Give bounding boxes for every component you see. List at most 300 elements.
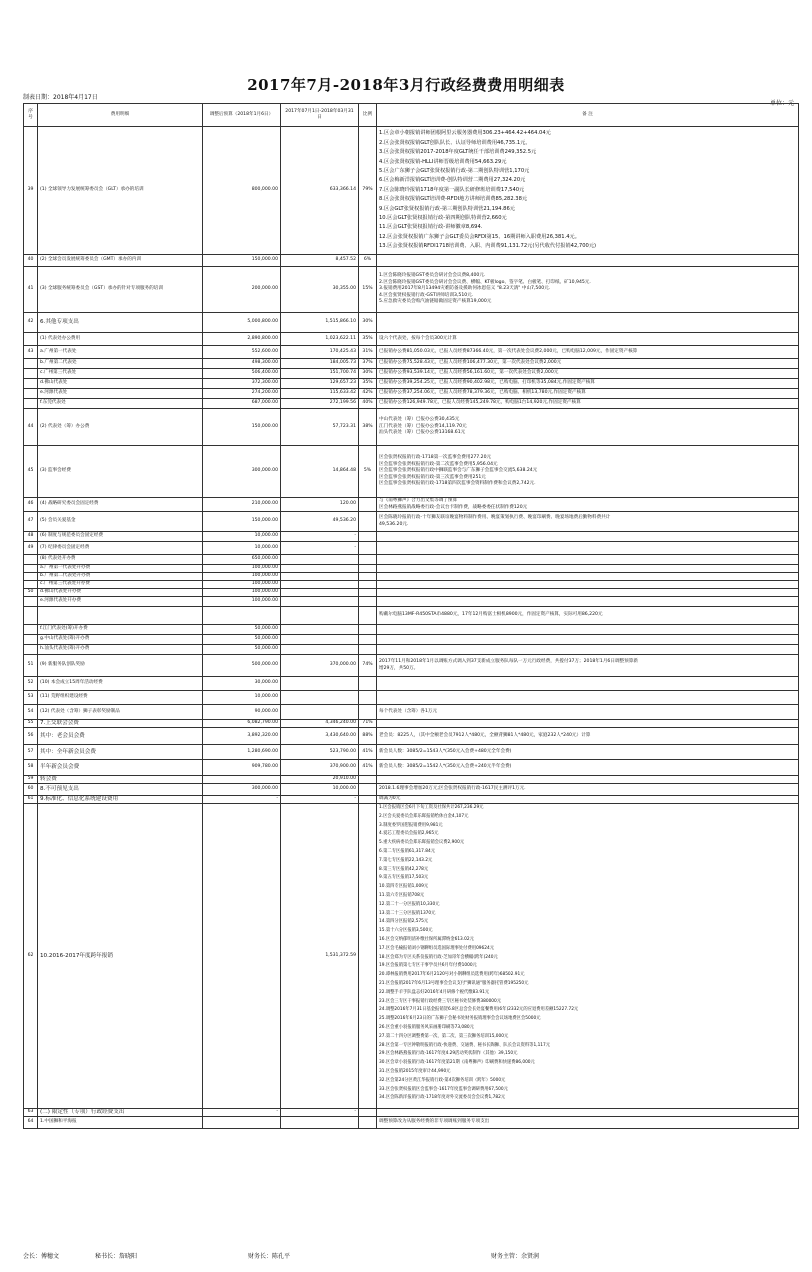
row-note bbox=[377, 804, 799, 1109]
row-budget: - bbox=[203, 1109, 281, 1117]
row-actual: 151,700.74 bbox=[281, 369, 359, 379]
row-note bbox=[377, 255, 799, 267]
table-row bbox=[24, 804, 799, 1109]
note-line: 1.区会章小朝报销讲师团根阿里云服务器费用306.23+464.42+464.04元 bbox=[379, 130, 551, 137]
row-number bbox=[24, 359, 38, 369]
row-number bbox=[24, 645, 38, 655]
row-actual bbox=[281, 691, 359, 705]
row-item: f.江门代表处(筹)开办费 bbox=[38, 625, 203, 635]
row-note bbox=[377, 389, 799, 399]
table-row bbox=[24, 379, 799, 389]
row-actual: 57,723.31 bbox=[281, 409, 359, 446]
note-line: 31.区会报销2015年度审计44,990元 bbox=[379, 1068, 451, 1074]
row-number: 47 bbox=[24, 512, 38, 532]
row-ratio: 74% bbox=[359, 655, 377, 677]
note-line: 调减为0元 bbox=[379, 796, 401, 802]
row-note bbox=[377, 784, 799, 796]
table-row bbox=[24, 532, 799, 542]
note-line: 27.第二十四分区调整费第一次、第二次、第三次狮务培训15,000元 bbox=[379, 1033, 509, 1039]
row-item: 1.中国狮和平海报 bbox=[38, 1117, 203, 1129]
header-no: 序号 bbox=[24, 104, 38, 127]
note-line: 11.区会GLT张贤权报销行政-讲师徽章8,694. bbox=[379, 224, 483, 231]
note-line: 区会陈晓玲报销行政-十年狮友联谊晚宴物料制作费用、晚宴策划执行费、晚宴印刷费、晚宴场地费后勤物料费共计 bbox=[379, 515, 611, 520]
row-note bbox=[377, 705, 799, 720]
signature-footer bbox=[23, 1251, 798, 1261]
row-note bbox=[377, 542, 799, 555]
row-number: 48 bbox=[24, 532, 38, 542]
header-budget: 调整后预算（2018年1月6日） bbox=[203, 104, 281, 127]
table-row bbox=[24, 597, 799, 607]
row-budget: 100,000.00 bbox=[203, 589, 281, 597]
row-note bbox=[377, 691, 799, 705]
row-note bbox=[377, 796, 799, 804]
note-line: 29.区会林路燕报销行政-1617年度4.29活动奖状制作（其他）39,150元 bbox=[379, 1051, 518, 1057]
note-line: 17.区会毛榆报销刘小钢聊组员选国际理事处付费用09624元 bbox=[379, 945, 495, 951]
note-line: 已报销办公费39,254.25元，已报人员经费90,402.98元，已购电脑、打印机等35,084元,作固定资产核算 bbox=[379, 380, 595, 386]
row-note bbox=[377, 532, 799, 542]
row-ratio bbox=[359, 804, 377, 1109]
row-note bbox=[377, 655, 799, 677]
row-budget: 210,000.00 bbox=[203, 498, 281, 512]
row-budget bbox=[203, 776, 281, 784]
table-row bbox=[24, 389, 799, 399]
row-item: 其中：全年新会员会费 bbox=[38, 745, 203, 760]
row-budget: 150,000.00 bbox=[203, 255, 281, 267]
row-note bbox=[377, 625, 799, 635]
row-number: 61 bbox=[24, 796, 38, 804]
unit-label: 单位：元 bbox=[769, 100, 794, 107]
table-row bbox=[24, 720, 799, 728]
row-budget: 372,300.00 bbox=[203, 379, 281, 389]
row-item: 7.上交联会会费 bbox=[38, 720, 203, 728]
row-ratio: 31% bbox=[359, 346, 377, 359]
note-line: 6.第二专区报销61,317.84元 bbox=[379, 848, 436, 854]
row-item: (4) 战略研究委员会固定经费 bbox=[38, 498, 203, 512]
note-line: 江门代表处（筹）已报办公费14,119.70元 bbox=[379, 423, 467, 429]
row-note bbox=[377, 728, 799, 745]
note-line: 2.区会张贤权报销GLT创队队长、认证导师培训费用46,735.1元。 bbox=[379, 139, 531, 146]
row-note bbox=[377, 399, 799, 409]
note-line: 2.区会陈晓玲报销GST委员会研讨会会议费、横幅、KT板logo、签字笔、白板笔、打印纸、矿10,945元. bbox=[379, 279, 591, 285]
row-actual bbox=[281, 625, 359, 635]
page-title: 2017年7月-2018年3月行政经费费用明细表 bbox=[247, 76, 565, 94]
note-line: 4.区会张贤权报销-HLLI讲师晋级培训费用54,663.29元 bbox=[379, 158, 507, 165]
note-line: 已报销办公费75,528.43元，已报人员经费106,477.30元，第一次代表处会议费2,000元 bbox=[379, 360, 562, 366]
row-number: 56 bbox=[24, 728, 38, 745]
row-number: 55 bbox=[24, 720, 38, 728]
row-number bbox=[24, 399, 38, 409]
row-item: (7) 纪律委员会固定经费 bbox=[38, 542, 203, 555]
row-budget: 150,000.00 bbox=[203, 409, 281, 446]
row-ratio bbox=[359, 581, 377, 589]
row-ratio bbox=[359, 512, 377, 532]
table-row bbox=[24, 127, 799, 255]
row-item: 9.标准化、信息化系统建设费用 bbox=[38, 796, 203, 804]
row-item: (3) 全球服务统筹委员会（GST）承办的针对专项服务的培训 bbox=[38, 267, 203, 313]
row-number bbox=[24, 607, 38, 625]
note-line: 购戴尔电脑13MF-R450STA币4880元，17年12月购富士相机8900元，作固定资产核算，实际可用86,220元 bbox=[379, 612, 603, 618]
note-line: 区会监事会张贤权报销行政-1718第四次监事会资料制作费和会议费2,742元. bbox=[379, 481, 536, 487]
row-number: 54 bbox=[24, 705, 38, 720]
row-number: 41 bbox=[24, 267, 38, 313]
row-ratio bbox=[359, 532, 377, 542]
row-ratio bbox=[359, 597, 377, 607]
row-number: 62 bbox=[24, 804, 38, 1109]
row-note bbox=[377, 635, 799, 645]
row-budget: 90,000.00 bbox=[203, 705, 281, 720]
note-line: 新会员人数：3085/2=1542人*(350元入会费+240元半年会费) bbox=[379, 764, 512, 770]
row-ratio: 37% bbox=[359, 359, 377, 369]
row-number bbox=[24, 625, 38, 635]
note-line: 11.第六专区报销708元 bbox=[379, 892, 425, 898]
row-number: 53 bbox=[24, 691, 38, 705]
note-line: 区会林路燕报销战略委行政-会议台卡制作费，战略委委任状制作费120元 bbox=[379, 504, 528, 510]
note-line: 5.重大疾病委员会郑乐晖报销会议费2,900元 bbox=[379, 840, 465, 846]
row-ratio: 40% bbox=[359, 399, 377, 409]
row-ratio bbox=[359, 498, 377, 512]
row-item: 半年新会员会费 bbox=[38, 760, 203, 776]
table-row bbox=[24, 369, 799, 379]
row-ratio: 30% bbox=[359, 369, 377, 379]
note-line: 49,536.20元. bbox=[379, 521, 409, 527]
row-note bbox=[377, 267, 799, 313]
row-item: d.佛山代表处开办费 bbox=[38, 589, 203, 597]
row-actual: 49,536.20 bbox=[281, 512, 359, 532]
note-line: 已报销办公费37,254.06元，已报人员经费78,379.36元，已购电脑、相机13,780元,作固定资产核算 bbox=[379, 390, 586, 396]
note-line: 32.区会第24分区黄江华报销行政-第4次狮务培训（跨年）5000元 bbox=[379, 1077, 506, 1083]
row-actual bbox=[281, 607, 359, 625]
row-actual: 30,355.00 bbox=[281, 267, 359, 313]
row-actual bbox=[281, 635, 359, 645]
row-number bbox=[24, 635, 38, 645]
row-number bbox=[24, 573, 38, 581]
row-note bbox=[377, 745, 799, 760]
row-number: 64 bbox=[24, 1117, 38, 1129]
note-line: 3.区会张贤权报销2017-2018年度GLT统任干部培训费249,352.5元 bbox=[379, 149, 537, 156]
expense-table bbox=[23, 103, 799, 1129]
note-line: 汕头代表处（筹）已报办公费13168.61元 bbox=[379, 430, 466, 436]
note-line: 老会员：8225人，（其中全额老会员7912人*480元，全额背狮81人*480元，家庭232人*240元）计算 bbox=[379, 732, 591, 738]
row-budget: 6,082,790.00 bbox=[203, 720, 281, 728]
note-line: 5.应急救灾委员会购汽油链锯做固定资产核算19,000元 bbox=[379, 299, 492, 305]
row-actual: 370,900.00 bbox=[281, 760, 359, 776]
row-note bbox=[377, 581, 799, 589]
row-ratio: 5% bbox=[359, 446, 377, 498]
row-item: (3) 监事会经费 bbox=[38, 446, 203, 498]
note-line: 9.第五专区报销17,503元 bbox=[379, 875, 429, 881]
row-note bbox=[377, 555, 799, 565]
row-note bbox=[377, 1117, 799, 1129]
note-line: 16.区会交纳郁明清补缴社保所属滞纳金613.02元 bbox=[379, 936, 474, 942]
row-item: d.佛山代表处 bbox=[38, 379, 203, 389]
row-ratio: 41% bbox=[359, 745, 377, 760]
row-number: 59 bbox=[24, 776, 38, 784]
row-number: 40 bbox=[24, 255, 38, 267]
row-actual: 1,515,866.10 bbox=[281, 313, 359, 333]
note-line: 3.制度委罗国慰报销费用9,981元 bbox=[379, 822, 443, 828]
row-note bbox=[377, 313, 799, 333]
row-ratio: 35% bbox=[359, 333, 377, 346]
note-line: 20.谭林报销费用2017年6月2120号对小钢聊组员选费用(跨年)68502.91元 bbox=[379, 972, 525, 978]
table-row bbox=[24, 677, 799, 691]
row-ratio: 71% bbox=[359, 720, 377, 728]
note-line: 13.第二十三分区报销1370元 bbox=[379, 910, 436, 916]
row-note bbox=[377, 776, 799, 784]
row-note bbox=[377, 677, 799, 691]
table-header-row bbox=[24, 104, 799, 127]
note-line: 10.区会GLT张贤权报销行政-第四期创队特训营2,660元 bbox=[379, 215, 507, 222]
note-line: 已报销办公费81,050.03元，已报人员经费87366.40元，第一次代表处会议费2,000元，已购电脑12,009元，作固定资产核算 bbox=[379, 348, 638, 354]
row-actual: - bbox=[281, 532, 359, 542]
row-ratio bbox=[359, 645, 377, 655]
row-actual: 1,531,372.59 bbox=[281, 804, 359, 1109]
row-item: 其中：老会员会费 bbox=[38, 728, 203, 745]
row-ratio bbox=[359, 796, 377, 804]
note-line: 1.区会报销区会6月下旬工资及社保共计267,236.29元 bbox=[379, 805, 484, 810]
row-note bbox=[377, 589, 799, 597]
note-line: 19.区会报销第七专区干事学员共6月年付费1000元 bbox=[379, 963, 477, 969]
row-number: 52 bbox=[24, 677, 38, 691]
row-ratio bbox=[359, 555, 377, 565]
note-line: 28.区会第一专区钟敬明报销行政-快递费、交通费、秘书长陶狮、队长会议资料等1,117元 bbox=[379, 1042, 551, 1048]
row-number bbox=[24, 333, 38, 346]
row-actual: 3,430,640.00 bbox=[281, 728, 359, 745]
row-number: 49 bbox=[24, 542, 38, 555]
row-item: a.广州第一代表处开办费 bbox=[38, 565, 203, 573]
row-budget: 10,000.00 bbox=[203, 532, 281, 542]
finance-signature: 财务长：陈孔平 bbox=[248, 1253, 291, 1260]
made-date: 制表日期：2018年4月17日 bbox=[23, 94, 98, 101]
row-actual bbox=[281, 581, 359, 589]
row-budget: 650,000.00 bbox=[203, 555, 281, 565]
row-budget: 300,000.00 bbox=[203, 446, 281, 498]
row-budget: 100,000.00 bbox=[203, 581, 281, 589]
header-item: 费用明细 bbox=[38, 104, 203, 127]
row-actual: 4,346,240.00 bbox=[281, 720, 359, 728]
row-note bbox=[377, 409, 799, 446]
row-budget: 50,000.00 bbox=[203, 645, 281, 655]
row-note bbox=[377, 597, 799, 607]
row-budget: 3,892,320.00 bbox=[203, 728, 281, 745]
row-number: 42 bbox=[24, 313, 38, 333]
row-ratio: 79% bbox=[359, 127, 377, 255]
note-line: 区会监事会张贤权报销行政-第二次监事会费用5,956.04元 bbox=[379, 461, 498, 467]
note-line: 与《南粤狮声》合力出文集等调了预算 bbox=[379, 498, 458, 503]
row-item: e.河源代表处 bbox=[38, 389, 203, 399]
row-note bbox=[377, 565, 799, 573]
row-budget: 909,780.00 bbox=[203, 760, 281, 776]
row-number: 46 bbox=[24, 498, 38, 512]
leader-signature: 会长：傅穗文 bbox=[23, 1253, 60, 1260]
row-item: 10.2016-2017年度跨年报销 bbox=[38, 804, 203, 1109]
row-item: 转会费 bbox=[38, 776, 203, 784]
note-line: 24.调整2016年7月31日基金报销贺6.8区总会会长处宴餐费用(6年)2332元的应退费用差额15227.72元 bbox=[379, 1007, 579, 1013]
note-line: 增29万，共50万。 bbox=[379, 665, 419, 671]
row-item: (2) 代表处（筹）办公费 bbox=[38, 409, 203, 446]
note-line: 26.区会重小羽报销服务风采画册印刷等73,080元 bbox=[379, 1024, 474, 1030]
row-budget: 30,000.00 bbox=[203, 677, 281, 691]
row-item: 6.其他专项支出 bbox=[38, 313, 203, 333]
row-actual bbox=[281, 555, 359, 565]
row-budget: 274,200.00 bbox=[203, 389, 281, 399]
note-line: 7.区会陈晓玲报销1718年度第一副队长研修班培训费17,540元 bbox=[379, 186, 525, 193]
row-ratio bbox=[359, 705, 377, 720]
row-actual bbox=[281, 677, 359, 691]
row-actual: 370,000.00 bbox=[281, 655, 359, 677]
row-ratio bbox=[359, 635, 377, 645]
row-ratio bbox=[359, 776, 377, 784]
row-actual bbox=[281, 645, 359, 655]
row-ratio: 6% bbox=[359, 255, 377, 267]
row-actual: 1,023,622.11 bbox=[281, 333, 359, 346]
row-budget: 100,000.00 bbox=[203, 565, 281, 573]
row-actual bbox=[281, 705, 359, 720]
table-body bbox=[24, 127, 799, 1129]
row-budget: 498,300.00 bbox=[203, 359, 281, 369]
row-budget: - bbox=[203, 796, 281, 804]
note-line: 区会监事会张贤权报销行政-第三次监事会费用251元 bbox=[379, 474, 486, 480]
table-row bbox=[24, 607, 799, 625]
row-note bbox=[377, 359, 799, 369]
row-ratio bbox=[359, 691, 377, 705]
row-number: 45 bbox=[24, 446, 38, 498]
row-ratio bbox=[359, 1109, 377, 1117]
note-line: 4.爱芯工程委员会报销2,965元 bbox=[379, 831, 439, 837]
note-line: 23.区会三专区干事报销行政经费三专区秘书处装修费380000元 bbox=[379, 998, 502, 1004]
row-actual: - bbox=[281, 1109, 359, 1117]
header-note: 备 注 bbox=[377, 104, 799, 127]
row-actual: 8,457.52 bbox=[281, 255, 359, 267]
row-item: (2) 全球会员发展统筹委员会（GMT）承办的内训 bbox=[38, 255, 203, 267]
note-line: 7.第七专区报销22,143.2元 bbox=[379, 857, 433, 863]
row-budget bbox=[203, 1117, 281, 1129]
row-ratio: 42% bbox=[359, 389, 377, 399]
row-note bbox=[377, 573, 799, 581]
note-line: 8.区会张贤权报销GLT培训费-RFDI地方讲师培训费85,282.38元 bbox=[379, 196, 528, 203]
note-line: 12.第二十一分区报销10,330元 bbox=[379, 901, 440, 907]
row-budget: 552,600.00 bbox=[203, 346, 281, 359]
row-note bbox=[377, 127, 799, 255]
row-item: c.广州第三代表处 bbox=[38, 369, 203, 379]
note-line: 10.第四专区报销1,009元 bbox=[379, 884, 429, 890]
note-line: 区会监事会张贤权报销行政中狮联监事会与广东狮子会监事会交流5,638.24元 bbox=[379, 468, 538, 474]
row-item: c.广州第三代表处开办费 bbox=[38, 581, 203, 589]
row-item: (5) 会员关爱基金 bbox=[38, 512, 203, 532]
note-line: 33.区会张贤权报销区会监事会-1617年度监事会调研费用67,500元 bbox=[379, 1086, 508, 1092]
row-item: 8.不可预见支出 bbox=[38, 784, 203, 796]
row-item: h.汕头代表处(筹)开办费 bbox=[38, 645, 203, 655]
row-note bbox=[377, 1109, 799, 1117]
row-item: f.东莞代表处 bbox=[38, 399, 203, 409]
table-row bbox=[24, 776, 799, 784]
row-budget bbox=[203, 804, 281, 1109]
row-actual: 115,633.42 bbox=[281, 389, 359, 399]
table-row bbox=[24, 760, 799, 776]
row-note bbox=[377, 369, 799, 379]
note-line: 1.区会陈晓玲报销GST委员会研讨会会议费8,400元. bbox=[379, 273, 486, 279]
table-row bbox=[24, 255, 799, 267]
row-ratio bbox=[359, 677, 377, 691]
header-ratio: 比例 bbox=[359, 104, 377, 127]
table-row bbox=[24, 635, 799, 645]
row-actual: 14,864.48 bbox=[281, 446, 359, 498]
row-budget: 5,000,800.00 bbox=[203, 313, 281, 333]
row-budget: 150,000.00 bbox=[203, 512, 281, 532]
table-row bbox=[24, 346, 799, 359]
table-row bbox=[24, 573, 799, 581]
row-item: (8) 代表处开办费 bbox=[38, 555, 203, 565]
row-item: (二) 限定性（专项）行政经费支出 bbox=[38, 1109, 203, 1117]
row-item: a.广州第一代表处 bbox=[38, 346, 203, 359]
table-row bbox=[24, 745, 799, 760]
row-number: 44 bbox=[24, 409, 38, 446]
row-item: b.广州第二代表处开办费 bbox=[38, 573, 203, 581]
table-row bbox=[24, 728, 799, 745]
table-row bbox=[24, 565, 799, 573]
row-budget: 2,890,800.00 bbox=[203, 333, 281, 346]
row-ratio: 41% bbox=[359, 760, 377, 776]
row-item: (6) 制度与规范委员会固定经费 bbox=[38, 532, 203, 542]
note-line: 调整预算改为从服务经费的非专项调账到服务专项支出 bbox=[379, 1119, 490, 1125]
table-row bbox=[24, 589, 799, 597]
table-row bbox=[24, 359, 799, 369]
row-item: e.河源代表处开办费 bbox=[38, 597, 203, 607]
row-budget: 50,000.00 bbox=[203, 635, 281, 645]
row-actual: - bbox=[281, 796, 359, 804]
row-budget bbox=[203, 607, 281, 625]
row-actual: 184,005.73 bbox=[281, 359, 359, 369]
table-row bbox=[24, 555, 799, 565]
row-note bbox=[377, 607, 799, 625]
row-number bbox=[24, 555, 38, 565]
note-line: 21.区会报销2017年6月13号理事会会议支付"狮讯通"服务器托管费195250元 bbox=[379, 980, 529, 986]
row-budget: 10,000.00 bbox=[203, 542, 281, 555]
note-line: 14.第四分区报销2,575元 bbox=[379, 919, 429, 925]
row-ratio bbox=[359, 589, 377, 597]
table-row bbox=[24, 581, 799, 589]
row-ratio bbox=[359, 542, 377, 555]
row-number bbox=[24, 379, 38, 389]
row-actual: 523,790.00 bbox=[281, 745, 359, 760]
note-line: 2018.1.6理事会增加20万元;区会张贤权报销行政-1617民主测评1万元. bbox=[379, 786, 526, 792]
note-line: 8.第三专区报销42,278元 bbox=[379, 866, 429, 872]
table-row bbox=[24, 705, 799, 720]
table-row bbox=[24, 498, 799, 512]
note-line: 30.区会章小羽报销行政-1617年度第21期《南粤狮声》印刷费和快递费86,000元 bbox=[379, 1060, 535, 1066]
row-number: 58 bbox=[24, 760, 38, 776]
note-line: 18.区会郑为专区关系仪报销行政-芝加哥年会横幅(跨年)240元 bbox=[379, 954, 498, 960]
row-budget: 200,000.00 bbox=[203, 267, 281, 313]
row-note bbox=[377, 645, 799, 655]
table-row bbox=[24, 796, 799, 804]
row-number: 57 bbox=[24, 745, 38, 760]
row-budget: 687,000.00 bbox=[203, 399, 281, 409]
row-budget: 10,000.00 bbox=[203, 691, 281, 705]
row-note bbox=[377, 446, 799, 498]
row-ratio: 35% bbox=[359, 379, 377, 389]
note-line: 15.第十六分区报销3,500元 bbox=[379, 928, 433, 934]
row-number: 43 bbox=[24, 346, 38, 359]
row-ratio bbox=[359, 565, 377, 573]
row-item: (9) 新服务队创队奖励 bbox=[38, 655, 203, 677]
row-number: 50 bbox=[24, 589, 38, 597]
row-ratio bbox=[359, 573, 377, 581]
row-actual bbox=[281, 597, 359, 607]
note-line: 中山代表处（筹）已报办公费30,435元 bbox=[379, 417, 460, 423]
row-number bbox=[24, 389, 38, 399]
row-number: 39 bbox=[24, 127, 38, 255]
table-row bbox=[24, 625, 799, 635]
